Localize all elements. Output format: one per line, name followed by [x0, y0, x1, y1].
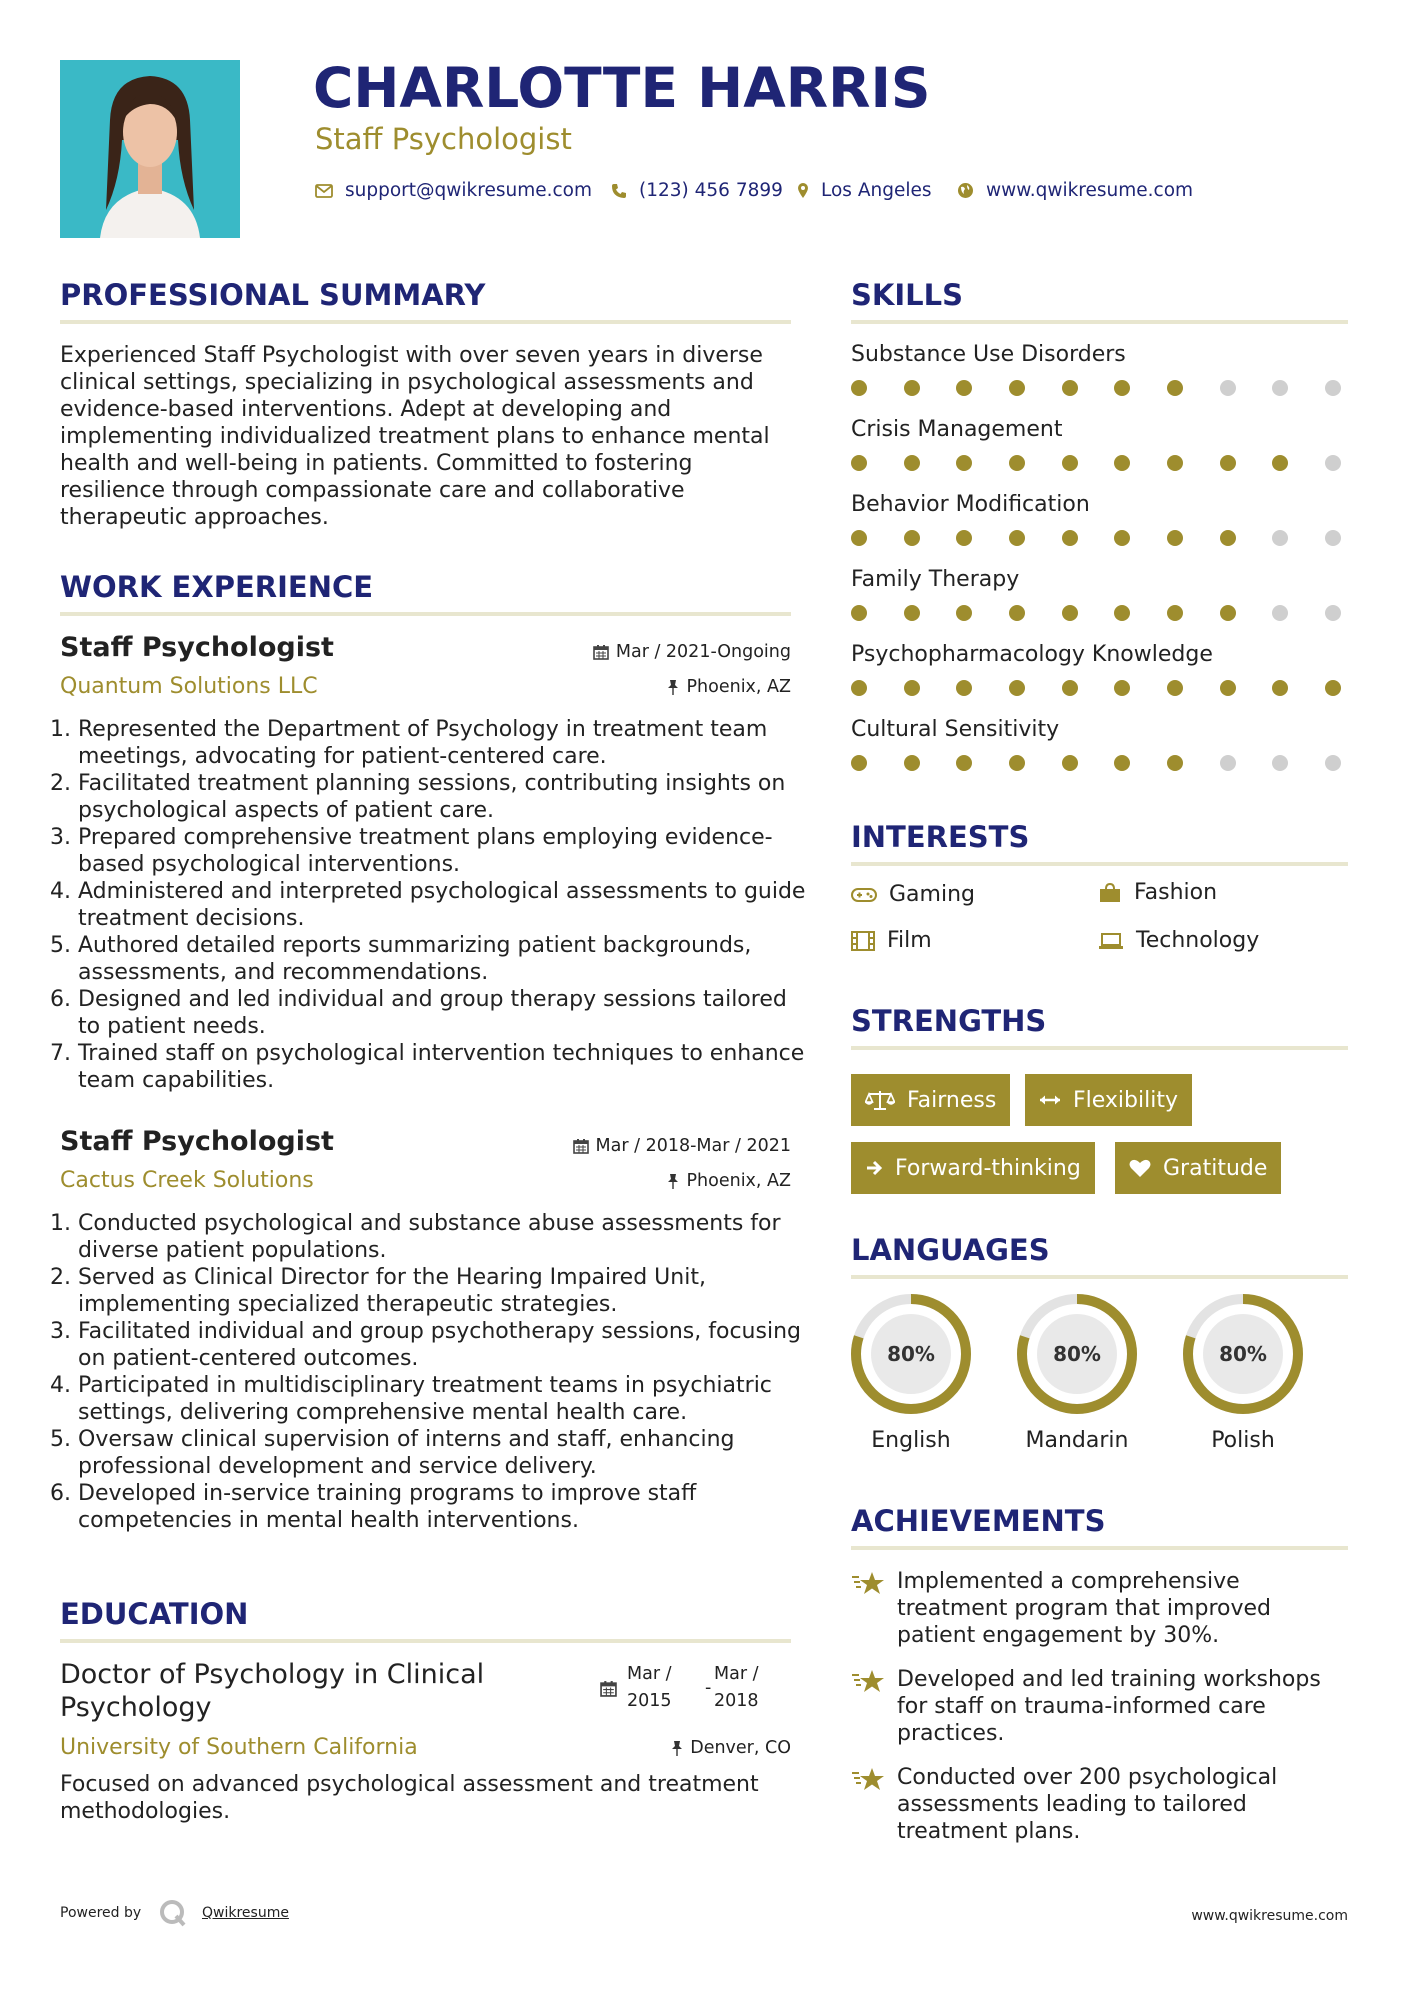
- list-item: 4. Administered and interpreted psychological assessments to guide treatment decisions.: [78, 878, 809, 932]
- rating-dot-filled: [1114, 680, 1130, 696]
- skill-row: [851, 342, 1348, 417]
- footer-website[interactable]: www.qwikresume.com: [1191, 1908, 1348, 1924]
- rating-dot-filled: [1167, 680, 1183, 696]
- rating-dot-filled: [1114, 530, 1130, 546]
- skill-row: [851, 417, 1348, 492]
- rating-dot-filled: [1167, 605, 1183, 621]
- strength-fairness: [851, 1074, 1010, 1126]
- skills-divider: [851, 320, 1348, 324]
- list-item: 7. Trained staff on psychological intervention techniques to enhance team capabilities.: [78, 1040, 809, 1094]
- star-icon: [851, 1767, 885, 1791]
- rating-dot-filled: [1062, 530, 1078, 546]
- language-name: Mandarin: [1025, 1428, 1129, 1453]
- achievement-text: Implemented a comprehensive treatment program that improved patient engagement by 30%.: [897, 1569, 1271, 1648]
- achievement-text: Conducted over 200 psychological assessments leading to tailored treatment plans.: [897, 1765, 1278, 1844]
- rating-dot-filled: [1062, 755, 1078, 771]
- strength-forward-thinking: [851, 1142, 1095, 1194]
- education-school: University of Southern California: [60, 1735, 418, 1760]
- rating-dot-filled: [956, 755, 972, 771]
- interest-technology: [1098, 928, 1259, 953]
- strength-label: Flexibility: [1073, 1087, 1178, 1113]
- rating-dot-filled: [851, 755, 867, 771]
- interest-label: Fashion: [1134, 880, 1218, 905]
- pushpin-icon: [671, 1740, 683, 1756]
- skill-name: Behavior Modification: [851, 492, 1090, 517]
- rating-dot-filled: [1272, 680, 1288, 696]
- rating-dot-filled: [851, 680, 867, 696]
- education-end-date: [714, 1661, 759, 1715]
- job-location-text: Phoenix, AZ: [686, 677, 791, 697]
- laptop-icon: [1098, 932, 1124, 950]
- rating-dot-empty: [1325, 530, 1341, 546]
- job-duties-list: [60, 1210, 809, 1534]
- rating-dot-empty: [1220, 380, 1236, 396]
- candidate-title: Staff Psychologist: [315, 122, 572, 156]
- rating-dot-filled: [1062, 380, 1078, 396]
- achievement-text: Developed and led training workshops for staff on trauma-informed care practices.: [897, 1667, 1321, 1746]
- achievement-item: [851, 1568, 1348, 1649]
- rating-dot-filled: [956, 680, 972, 696]
- rating-dot-filled: [1167, 455, 1183, 471]
- strength-label: Gratitude: [1163, 1155, 1268, 1181]
- job-title: Staff Psychologist: [60, 632, 334, 663]
- rating-dot-filled: [1114, 755, 1130, 771]
- skill-rating: [851, 530, 1341, 546]
- skill-name: Psychopharmacology Knowledge: [851, 642, 1213, 667]
- experience-divider: [60, 612, 791, 616]
- rating-dot-filled: [1009, 380, 1025, 396]
- interest-gaming: [851, 882, 975, 907]
- rating-dot-empty: [1272, 530, 1288, 546]
- rating-dot-empty: [1272, 380, 1288, 396]
- language-item: [1181, 1292, 1305, 1453]
- pushpin-icon: [667, 1173, 679, 1189]
- rating-dot-empty: [1325, 605, 1341, 621]
- globe-icon: [957, 182, 974, 199]
- rating-dot-filled: [1009, 605, 1025, 621]
- rating-dot-filled: [1114, 380, 1130, 396]
- language-name: Polish: [1211, 1428, 1275, 1453]
- rating-dot-filled: [1220, 605, 1236, 621]
- list-item: 3. Facilitated individual and group psychotherapy sessions, focusing on patient-centered outcomes.: [78, 1318, 809, 1372]
- rating-dot-filled: [1167, 755, 1183, 771]
- job-company: Quantum Solutions LLC: [60, 674, 318, 699]
- rating-dot-filled: [851, 530, 867, 546]
- skill-rating: [851, 680, 1341, 696]
- contact-location: [797, 180, 932, 201]
- arrow-right-icon: [865, 1159, 883, 1177]
- education-date-dash: -: [705, 1678, 712, 1698]
- education-start-month: Mar /: [627, 1664, 672, 1684]
- interest-film: [851, 928, 932, 953]
- job-location-text: Phoenix, AZ: [686, 1171, 791, 1191]
- job-duties-list: [60, 716, 809, 1094]
- list-item: 5. Oversaw clinical supervision of interns and staff, enhancing professional development and service delivery.: [78, 1426, 809, 1480]
- rating-dot-filled: [851, 380, 867, 396]
- contact-phone[interactable]: [611, 180, 783, 201]
- languages-divider: [851, 1275, 1348, 1279]
- list-item: 3. Prepared comprehensive treatment plans employing evidence-based psychological interventions.: [78, 824, 809, 878]
- rating-dot-filled: [1062, 605, 1078, 621]
- education-location-text: Denver, CO: [690, 1738, 791, 1758]
- rating-dot-filled: [851, 605, 867, 621]
- language-item: [1015, 1292, 1139, 1453]
- film-icon: [851, 931, 875, 951]
- rating-dot-filled: [1272, 455, 1288, 471]
- list-item: 1. Represented the Department of Psychology in treatment team meetings, advocating for patient-centered care.: [78, 716, 809, 770]
- location-text: Los Angeles: [821, 180, 932, 201]
- list-item: 6. Designed and led individual and group therapy sessions tailored to patient needs.: [78, 986, 809, 1040]
- skill-row: [851, 492, 1348, 567]
- job-dates-text: Mar / 2021-Ongoing: [615, 642, 791, 662]
- star-icon: [851, 1669, 885, 1693]
- candidate-name: CHARLOTTE HARRIS: [313, 56, 931, 120]
- education-degree: Doctor of Psychology in Clinical Psychology: [60, 1659, 485, 1723]
- interest-label: Film: [887, 928, 932, 953]
- rating-dot-empty: [1325, 380, 1341, 396]
- skill-row: [851, 717, 1348, 792]
- job-dates: [573, 1136, 791, 1156]
- rating-dot-filled: [904, 755, 920, 771]
- rating-dot-filled: [1167, 530, 1183, 546]
- rating-dot-empty: [1220, 755, 1236, 771]
- gamepad-icon: [851, 887, 877, 903]
- interest-label: Gaming: [889, 882, 975, 907]
- list-item: 5. Authored detailed reports summarizing patient backgrounds, assessments, and recommendations.: [78, 932, 809, 986]
- rating-dot-empty: [1325, 755, 1341, 771]
- interest-fashion: [1098, 880, 1217, 905]
- job-title: Staff Psychologist: [60, 1126, 334, 1157]
- education-end-month: Mar /: [714, 1664, 759, 1684]
- profile-photo: [60, 60, 240, 238]
- footer-powered-by: Powered by: [60, 1905, 142, 1921]
- shopping-bag-icon: [1098, 883, 1122, 903]
- list-item: 6. Developed in-service training programs to improve staff competencies in mental health interventions.: [78, 1480, 809, 1534]
- strength-label: Fairness: [907, 1087, 997, 1113]
- achievement-item: [851, 1666, 1348, 1747]
- rating-dot-filled: [904, 530, 920, 546]
- languages-heading: LANGUAGES: [851, 1233, 1050, 1267]
- language-ring-gauge: [1181, 1292, 1305, 1416]
- education-heading: EDUCATION: [60, 1597, 249, 1631]
- double-arrow-icon: [1039, 1094, 1061, 1106]
- list-item: 2. Facilitated treatment planning sessions, contributing insights on psychological aspects of patient care.: [78, 770, 809, 824]
- rating-dot-filled: [1167, 380, 1183, 396]
- rating-dot-filled: [1325, 680, 1341, 696]
- strengths-divider: [851, 1046, 1348, 1050]
- summary-divider: [60, 320, 791, 324]
- interests-heading: INTERESTS: [851, 820, 1030, 854]
- job-company: Cactus Creek Solutions: [60, 1168, 314, 1193]
- skill-row: [851, 567, 1348, 642]
- envelope-icon: [315, 184, 333, 198]
- education-divider: [60, 1639, 791, 1643]
- rating-dot-filled: [1220, 455, 1236, 471]
- language-percent: 80%: [1219, 1342, 1267, 1366]
- calendar-icon: [593, 644, 609, 660]
- rating-dot-filled: [851, 455, 867, 471]
- experience-heading: WORK EXPERIENCE: [60, 570, 374, 604]
- rating-dot-filled: [1220, 530, 1236, 546]
- website-text: www.qwikresume.com: [986, 180, 1194, 201]
- education-end-year: 2018: [714, 1691, 759, 1711]
- star-icon: [851, 1571, 885, 1595]
- job-location: [667, 677, 791, 697]
- language-name: English: [871, 1428, 951, 1453]
- rating-dot-filled: [1009, 755, 1025, 771]
- balance-scale-icon: [865, 1089, 895, 1111]
- strength-gratitude: [1115, 1142, 1281, 1194]
- phone-text: (123) 456 7899: [639, 180, 783, 201]
- language-percent: 80%: [887, 1342, 935, 1366]
- rating-dot-filled: [904, 380, 920, 396]
- rating-dot-empty: [1272, 755, 1288, 771]
- education-start-year: 2015: [627, 1691, 672, 1711]
- footer-brand-link[interactable]: Qwikresume: [202, 1905, 289, 1921]
- rating-dot-filled: [1009, 455, 1025, 471]
- pushpin-icon: [667, 679, 679, 695]
- interests-divider: [851, 862, 1348, 866]
- rating-dot-filled: [1062, 680, 1078, 696]
- list-item: 1. Conducted psychological and substance abuse assessments for diverse patient populations.: [78, 1210, 809, 1264]
- avatar: [60, 60, 240, 238]
- rating-dot-filled: [956, 530, 972, 546]
- rating-dot-filled: [904, 680, 920, 696]
- rating-dot-filled: [1220, 680, 1236, 696]
- skill-name: Substance Use Disorders: [851, 342, 1126, 367]
- rating-dot-filled: [1009, 530, 1025, 546]
- language-ring-gauge: [849, 1292, 973, 1416]
- rating-dot-filled: [956, 455, 972, 471]
- rating-dot-filled: [956, 380, 972, 396]
- skill-row: [851, 642, 1348, 717]
- interest-label: Technology: [1136, 928, 1260, 953]
- strength-flexibility: [1025, 1074, 1192, 1126]
- skill-name: Crisis Management: [851, 417, 1063, 442]
- strength-label: Forward-thinking: [895, 1155, 1081, 1181]
- language-item: [849, 1292, 973, 1453]
- skill-rating: [851, 455, 1341, 471]
- skill-name: Cultural Sensitivity: [851, 717, 1060, 742]
- heart-icon: [1129, 1158, 1151, 1178]
- rating-dot-filled: [1114, 455, 1130, 471]
- rating-dot-filled: [904, 605, 920, 621]
- rating-dot-filled: [904, 455, 920, 471]
- job-dates-text: Mar / 2018-Mar / 2021: [595, 1136, 791, 1156]
- strengths-heading: STRENGTHS: [851, 1004, 1047, 1038]
- education-start-date: [627, 1661, 672, 1715]
- contact-email[interactable]: [315, 180, 592, 201]
- skills-list: [851, 342, 1348, 792]
- rating-dot-filled: [956, 605, 972, 621]
- map-marker-icon: [797, 182, 809, 199]
- list-item: 4. Participated in multidisciplinary treatment teams in psychiatric settings, delivering comprehensive mental health care.: [78, 1372, 809, 1426]
- rating-dot-filled: [1114, 605, 1130, 621]
- language-ring-gauge: [1015, 1292, 1139, 1416]
- education-description: Focused on advanced psychological assessment and treatment methodologies.: [60, 1772, 759, 1824]
- education-location: [671, 1738, 791, 1758]
- rating-dot-filled: [1009, 680, 1025, 696]
- rating-dot-empty: [1272, 605, 1288, 621]
- summary-text: Experienced Staff Psychologist with over seven years in diverse clinical settings, specializing in psychological assessments and evidence-based interventions. Adept at developing and implementing individualized treatment plans to enhance mental health and well-being in patients. Committed to fostering resilience through compassionate care and collaborative therapeutic approaches.: [60, 343, 770, 530]
- rating-dot-empty: [1325, 455, 1341, 471]
- rating-dot-filled: [1062, 455, 1078, 471]
- skill-name: Family Therapy: [851, 567, 1020, 592]
- list-item: 2. Served as Clinical Director for the Hearing Impaired Unit, implementing specialized therapeutic strategies.: [78, 1264, 809, 1318]
- email-text: support@qwikresume.com: [345, 180, 592, 201]
- skill-rating: [851, 380, 1341, 396]
- skill-rating: [851, 755, 1341, 771]
- achievements-list: [851, 1568, 1348, 1845]
- language-percent: 80%: [1053, 1342, 1101, 1366]
- calendar-icon: [600, 1680, 617, 1697]
- skills-heading: SKILLS: [851, 278, 963, 312]
- phone-icon: [611, 183, 627, 199]
- job-location: [667, 1171, 791, 1191]
- skill-rating: [851, 605, 1341, 621]
- achievements-divider: [851, 1546, 1348, 1550]
- achievement-item: [851, 1764, 1348, 1845]
- contact-website[interactable]: [957, 180, 1193, 201]
- achievements-heading: ACHIEVEMENTS: [851, 1504, 1106, 1538]
- summary-heading: PROFESSIONAL SUMMARY: [60, 278, 486, 312]
- qwikresume-logo-icon: [158, 1898, 188, 1928]
- calendar-icon: [573, 1138, 589, 1154]
- job-dates: [593, 642, 791, 662]
